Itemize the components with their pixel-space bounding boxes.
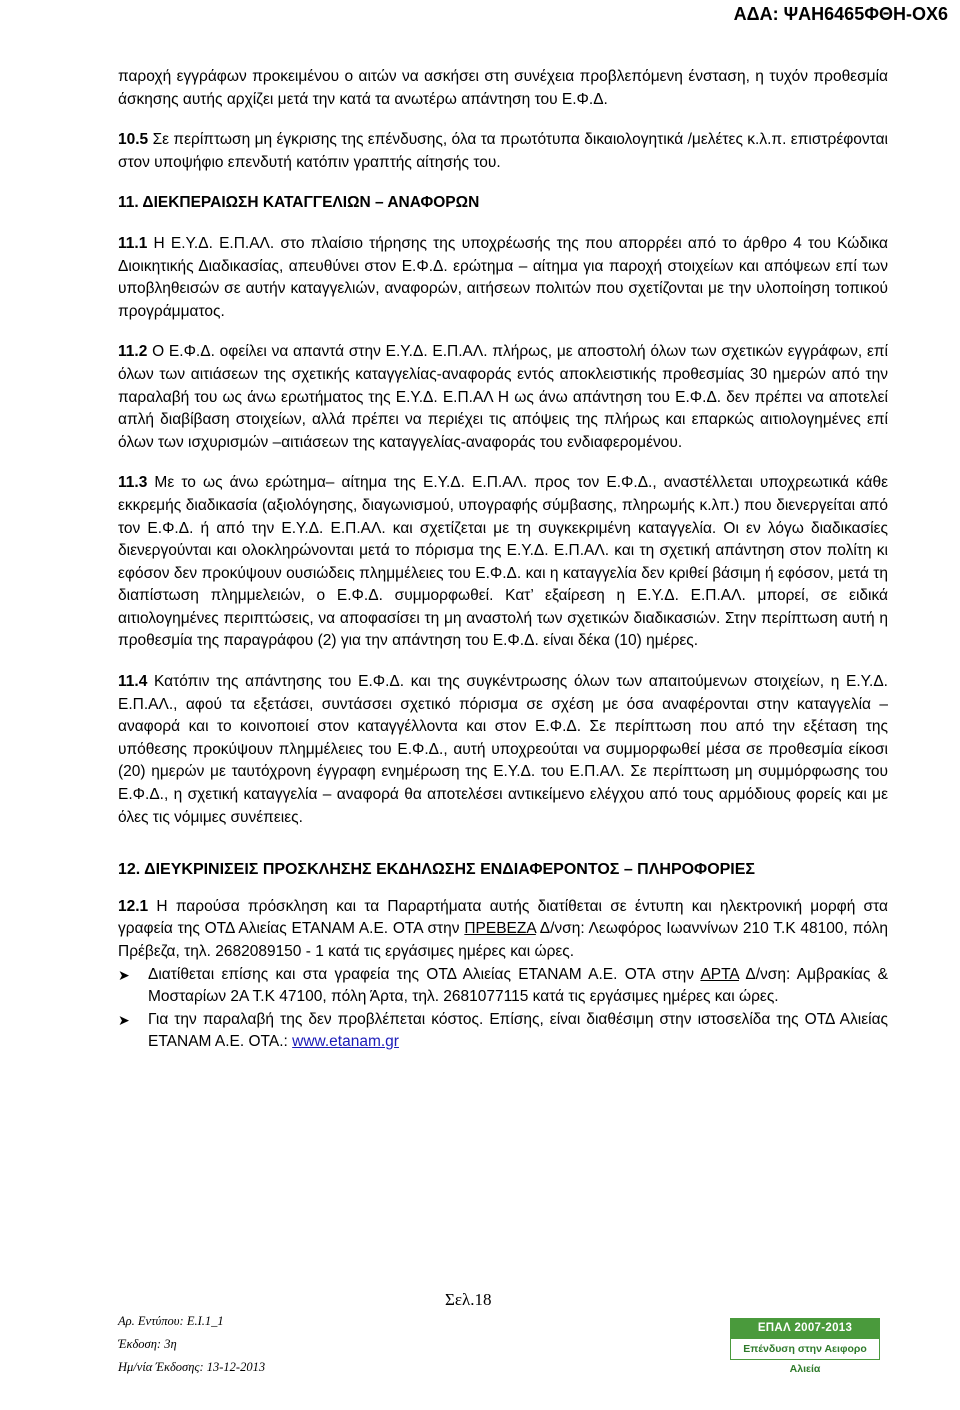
section-text-cont: Δ/νση: Λεωφόρος Ιωαννίνων 210 Τ.Κ 48100, πόλη Πρέβεζα, τηλ. 2682089150 - 1 κατά τις εργάσιμες ημέρες και ώρες. (118, 920, 888, 960)
section-11-2 (118, 341, 888, 454)
footer-meta (118, 1310, 265, 1379)
section-10-5 (118, 129, 888, 174)
arrowhead-bullet-icon: ➤ (118, 966, 130, 983)
section-text: Η Ε.Υ.Δ. Ε.Π.ΑΛ. στο πλαίσιο τήρησης της υποχρέωσής της που απορρέει από το άρθρο 4 του Κώδικα Διοικητικής Διαδικασίας, απευθύνει στον Ε.Φ.Δ. ερώτημα – αίτημα για παροχή στοιχείων και απόψεων επί των υποβληθεισών σε αυτήν καταγγελιών, αναφορών, αιτήσεων πολιτών που σχετίζονται με την υλοποίηση τοπικού προγράμματος. (118, 234, 888, 320)
section-text: Ο Ε.Φ.Δ. οφείλει να απαντά στην Ε.Υ.Δ. Ε.Π.ΑΛ. πλήρως, με αποστολή όλων των σχετικών εγγράφων, επί όλων των αιτιάσεων της σχετικής καταγγελίας-αναφοράς εντός αποκλειστικής προθεσμίας 30 ημερών από την παραλαβή του ως άνω ερωτήματος της Ε.Υ.Δ. Ε.Π.ΑΛ Η ως άνω απάντηση του Ε.Φ.Δ. δεν πρέπει να αποτελεί απλή διαβίβαση στοιχείων, αλλά πρέπει να περιέχει τις απόψεις της πλήρως και επαρκώς αιτιολογημένες επί όλων των ισχυρισμών –αιτιάσεων της καταγγελίας-αναφοράς του ενδιαφερομένου. (118, 343, 888, 451)
issue-date: Ημ/νία Έκδοσης: 13-12-2013 (118, 1360, 266, 1374)
section-number: 10.5 (118, 131, 149, 149)
section-number: 11.1 (118, 234, 148, 252)
section-11-4 (118, 671, 888, 829)
ada-code: ΑΔΑ: ΨΑΗ6465ΦΘΗ-ΟΧ6 (733, 4, 948, 24)
section-number: 12.1 (118, 897, 149, 915)
logo-subtitle: Επένδυση στην Αειφορο Αλιεία (730, 1338, 880, 1360)
arrowhead-bullet-icon: ➤ (118, 1011, 130, 1028)
city-preveza: ΠΡΕΒΕΖΑ (464, 920, 536, 938)
section-text: Με το ως άνω ερώτημα– αίτημα της Ε.Υ.Δ. Ε.Π.ΑΛ. προς τον Ε.Φ.Δ., αναστέλλεται υποχρεωτικά κάθε εκκρεμής διαδικασία (αξιολόγησης, διαγωνισμού, υπογραφής σύμβασης, πληρωμής κ.λπ.) που διενεργείται από τον Ε.Φ.Δ. ή από την Ε.Υ.Δ. Ε.Π.ΑΛ. και σχετίζεται με τη συγκεκριμένη καταγγελία. Οι εν λόγω διαδικασίες διενεργούνται και ολοκληρώνονται μετά το πόρισμα της Ε.Υ.Δ. Ε.Π.ΑΛ. και τη σχετική απάντηση στον πολίτη κι εφόσον δεν προκύψουν ουσιώδεις πλημμέλειες του Ε.Φ.Δ. και η καταγγελία δεν κριθεί βάσιμη ή εφόσον, μετά τη διαπίστωση πλημμελειών, ο Ε.Φ.Δ. συμμορφωθεί. Κατ’ εξαίρεση η Ε.Υ.Δ. Ε.Π.ΑΛ. μπορεί, σε ειδικά αιτιολογημένες περιπτώσεις, να αποφασίσει τη μη αναστολή των σχετικών διαδικασιών. Στην περίπτωση αυτή η προθεσμία της παραγράφου (2) για την απάντηση του Ε.Φ.Δ. είναι δέκα (10) ημέρες. (118, 474, 888, 650)
bullet-website (118, 1009, 888, 1054)
form-number: Αρ. Εντύπου: Ε.Ι.1_1 (118, 1314, 224, 1328)
section-text: Κατόπιν της απάντησης του Ε.Φ.Δ. και της συγκέντρωσης όλων των απαιτούμενων στοιχείων, η Ε.Υ.Δ. Ε.Π.ΑΛ., αφού τα εξετάσει, συντάσσει σχετικό πόρισμα σε σχέση με όσα αναφέρονται στην καταγγελία – αναφορά και το κοινοποιεί στον καταγγέλλοντα και στον Ε.Φ.Δ. Σε περίπτωση που από την εξέταση της υπόθεσης προκύψουν πλημμέλειες του Ε.Φ.Δ., αυτή υποχρεούται να συμμορφωθεί μέσα σε προθεσμία είκοσι (20) ημερών με ταυτόχρονη έγγραφη ενημέρωση της Ε.Υ.Δ. του Ε.Π.ΑΛ. Σε περίπτωση μη συμμόρφωσης του Ε.Φ.Δ., η σχετική καταγγελία – αναφορά θα αποτελέσει αντικείμενο ελέγχου από τους αρμόδιους φορείς και με όλες τις νόμιμες συνέπειες. (118, 673, 888, 826)
section-number: 11.2 (118, 343, 148, 361)
page-number: Σελ.18 (445, 1290, 492, 1309)
section-12-1 (118, 896, 888, 964)
intro-paragraph: παροχή εγγράφων προκειμένου ο αιτών να ασκήσει στη συνέχεια προβλεπόμενη ένσταση, η τυχόν προθεσμία άσκησης αυτής αρχίζει μετά την κατά τα ανωτέρω απάντηση του Ε.Φ.Δ. (118, 68, 888, 108)
bullet-text: Για την παραλαβή της δεν προβλέπεται κόστος. Επίσης, είναι διαθέσιμη στην ιστοσελίδα της ΟΤΔ Αλιείας ΕΤΑΝΑΜ Α.Ε. ΟΤΑ.: (148, 1010, 888, 1051)
bullet-arta (118, 964, 888, 1009)
heading-11: 11. ΔΙΕΚΠΕΡΑΙΩΣΗ ΚΑΤΑΓΓΕΛΙΩΝ – ΑΝΑΦΟΡΩΝ (118, 194, 480, 212)
section-11-1 (118, 233, 888, 323)
section-text: Η παρούσα πρόσκληση και τα Παραρτήματα αυτής διατίθεται σε έντυπη και ηλεκτρονική μορφή στα γραφεία της ΟΤΔ Αλιείας ΕΤΑΝΑΜ Α.Ε. ΟΤΑ στην (118, 897, 888, 938)
section-11-3 (118, 472, 888, 653)
document-body (118, 66, 888, 1054)
section-number: 11.3 (118, 474, 148, 492)
heading-12: 12. ΔΙΕΥΚΡΙΝΙΣΕΙΣ ΠΡΟΣΚΛΗΣΗΣ ΕΚΔΗΛΩΣΗΣ ΕΝΔΙΑΦΕΡΟΝΤΟΣ – ΠΛΗΡΟΦΟΡΙΕΣ (118, 861, 756, 879)
section-text: Σε περίπτωση μη έγκρισης της επένδυσης, όλα τα πρωτότυπα δικαιολογητικά /μελέτες κ.λ.π. επιστρέφονται στον υποψήφιο επενδυτή κατόπιν γραπτής αίτησής του. (118, 131, 888, 171)
section-number: 11.4 (118, 673, 148, 691)
city-arta: ΑΡΤΑ (700, 965, 739, 983)
epal-logo (730, 1318, 880, 1375)
logo-title: ΕΠΑΛ 2007-2013 (730, 1318, 880, 1338)
edition: Έκδοση: 3η (118, 1337, 177, 1351)
website-link[interactable]: www.etanam.gr (292, 1033, 399, 1051)
bullet-text-cont: Δ/νση: Αμβρακίας & Μοσταρίων 2Α Τ.Κ 47100, πόλη Άρτα, τηλ. 2681077115 κατά τις εργάσιμες ημέρες και ώρες. (148, 965, 888, 1006)
bullet-text: Διατίθεται επίσης και στα γραφεία της ΟΤΔ Αλιείας ΕΤΑΝΑΜ Α.Ε. ΟΤΑ στην (148, 965, 694, 983)
